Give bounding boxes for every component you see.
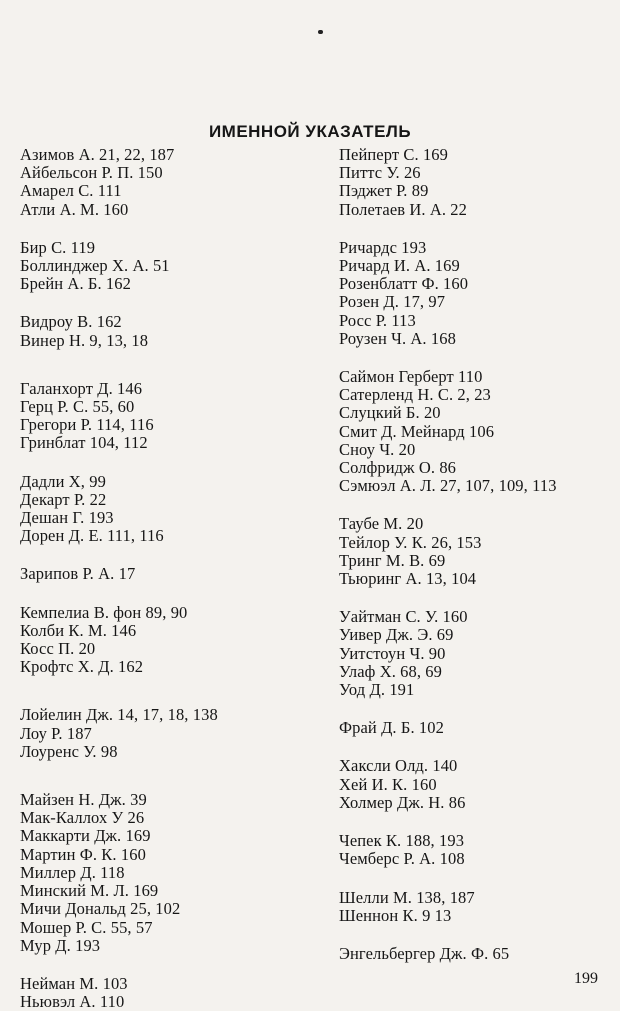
index-entry: Декарт Р. 22 — [20, 489, 107, 509]
index-letter-group — [339, 757, 609, 812]
index-entry: Лойелин Дж. 14, 17, 18, 138 — [20, 705, 218, 725]
index-entry: Шелли М. 138, 187 — [339, 887, 475, 907]
index-entry: Колби К. М. 146 — [20, 620, 137, 640]
index-letter-group — [339, 608, 609, 699]
index-entry: Пэджет Р. 89 — [339, 181, 429, 201]
index-letter-group — [339, 832, 609, 868]
index-entry: Ньювэл А. 110 — [20, 992, 125, 1011]
index-entry: Сэмюэл А. Л. 27, 107, 109, 113 — [339, 476, 557, 496]
index-entry: Мошер Р. С. 55, 57 — [20, 917, 153, 937]
index-entry: Кемпелиа В. фон 89, 90 — [20, 602, 188, 622]
index-entry: Уайтман С. У. 160 — [339, 607, 468, 627]
index-entry: Таубе М. 20 — [339, 514, 424, 534]
index-entry: Бир С. 119 — [20, 237, 96, 257]
index-entry: Боллинджер Х. А. 51 — [20, 256, 170, 276]
index-entry: Герц Р. С. 55, 60 — [20, 397, 135, 417]
index-entry: Дешан Г. 193 — [20, 508, 114, 528]
index-entry: Атли А. М. 160 — [20, 199, 129, 219]
index-entry: Шеннон К. 9 13 — [339, 905, 452, 925]
index-title: ИМЕННОЙ УКАЗАТЕЛЬ — [208, 122, 412, 141]
index-entry: Фрай Д. Б. 102 — [339, 718, 444, 738]
index-entry: Амарел С. 111 — [20, 181, 122, 201]
index-entry: Косс П. 20 — [20, 639, 96, 659]
index-entry: Сноу Ч. 20 — [339, 439, 416, 459]
index-entry: Минский М. Л. 169 — [20, 881, 159, 901]
index-entry: Мартин Ф. К. 160 — [20, 844, 146, 864]
index-entry: Винер Н. 9, 13, 18 — [20, 330, 149, 350]
index-entry: Хей И. К. 160 — [339, 774, 437, 794]
index-entry: Мур Д. 193 — [20, 935, 101, 955]
index-entry: Солфридж О. 86 — [339, 458, 457, 478]
index-entry: Смит Д. Мейнард 106 — [339, 421, 495, 441]
index-entry: Мак-Каллох У 26 — [20, 808, 145, 828]
index-letter-group — [20, 975, 320, 1011]
index-entry: Дадли Х, 99 — [20, 471, 106, 491]
index-entry: Грегори Р. 114, 116 — [20, 415, 154, 435]
index-entry: Майзен Н. Дж. 39 — [20, 790, 147, 810]
index-entry: Саймон Герберт 110 — [339, 367, 483, 387]
index-entry: Айбельсон Р. П. 150 — [20, 163, 163, 183]
index-entry: Дорен Д. Е. 111, 116 — [20, 526, 164, 546]
index-letter-group — [339, 515, 609, 588]
index-entry: Уод Д. 191 — [339, 680, 415, 700]
index-letter-group — [339, 889, 609, 925]
index-entry: Питтс У. 26 — [339, 163, 421, 183]
index-entry: Хаксли Олд. 140 — [339, 756, 458, 776]
index-entry: Розенблатт Ф. 160 — [339, 274, 469, 294]
index-letter-group — [20, 706, 320, 761]
index-entry: Холмер Дж. Н. 86 — [339, 792, 466, 812]
left-index-column — [20, 146, 320, 1011]
index-letter-group — [20, 791, 320, 955]
index-letter-group — [339, 368, 609, 495]
index-entry: Росс Р. 113 — [339, 310, 416, 330]
index-entry: Маккарти Дж. 169 — [20, 826, 151, 846]
index-letter-group — [20, 239, 320, 294]
index-entry: Тринг М. В. 69 — [339, 550, 446, 570]
index-letter-group — [20, 565, 320, 583]
index-entry: Тейлор У. К. 26, 153 — [339, 532, 482, 552]
index-letter-group — [339, 945, 609, 963]
index-letter-group — [20, 313, 320, 349]
index-letter-group — [20, 380, 320, 453]
index-entry: Лоуренс У. 98 — [20, 741, 118, 761]
index-entry: Розен Д. 17, 97 — [339, 292, 446, 312]
index-entry: Сатерленд Н. С. 2, 23 — [339, 385, 491, 405]
index-entry: Чемберс Р. А. 108 — [339, 849, 465, 869]
index-entry: Гринблат 104, 112 — [20, 433, 148, 453]
index-letter-group — [20, 604, 320, 677]
index-entry: Уивер Дж. Э. 69 — [339, 625, 454, 645]
index-letter-group — [339, 239, 609, 348]
index-entry: Роузен Ч. А. 168 — [339, 328, 456, 348]
index-letter-group — [339, 146, 609, 219]
index-entry: Улаф Х. 68, 69 — [339, 661, 443, 681]
index-entry: Миллер Д. 118 — [20, 862, 125, 882]
index-entry: Мичи Дональд 25, 102 — [20, 899, 181, 919]
index-letter-group — [20, 473, 320, 546]
index-entry: Пейперт С. 169 — [339, 145, 448, 164]
index-entry: Азимов А. 21, 22, 187 — [20, 145, 175, 164]
page-number: 199 — [574, 970, 598, 987]
index-entry: Нейман М. 103 — [20, 973, 128, 993]
index-entry: Слуцкий Б. 20 — [339, 403, 441, 423]
index-entry: Полетаев И. А. 22 — [339, 199, 468, 219]
index-letter-group — [339, 719, 609, 737]
index-entry: Ричард И. А. 169 — [339, 256, 460, 276]
index-letter-group — [20, 146, 320, 219]
index-entry: Крофтс Х. Д. 162 — [20, 657, 144, 677]
index-entry: Лоу Р. 187 — [20, 723, 92, 743]
index-entry: Чепек К. 188, 193 — [339, 831, 465, 851]
right-index-column — [339, 146, 609, 963]
index-entry: Энгельбергер Дж. Ф. 65 — [339, 943, 510, 963]
index-entry: Уитстоун Ч. 90 — [339, 643, 446, 663]
index-entry: Видроу В. 162 — [20, 312, 122, 332]
index-entry: Галанхорт Д. 146 — [20, 378, 143, 398]
index-entry: Тьюринг А. 13, 104 — [339, 569, 477, 589]
index-entry: Брейн А. Б. 162 — [20, 274, 131, 294]
ink-speck — [318, 30, 323, 34]
index-entry: Зарипов Р. А. 17 — [20, 564, 136, 584]
index-entry: Ричардс 193 — [339, 237, 427, 257]
